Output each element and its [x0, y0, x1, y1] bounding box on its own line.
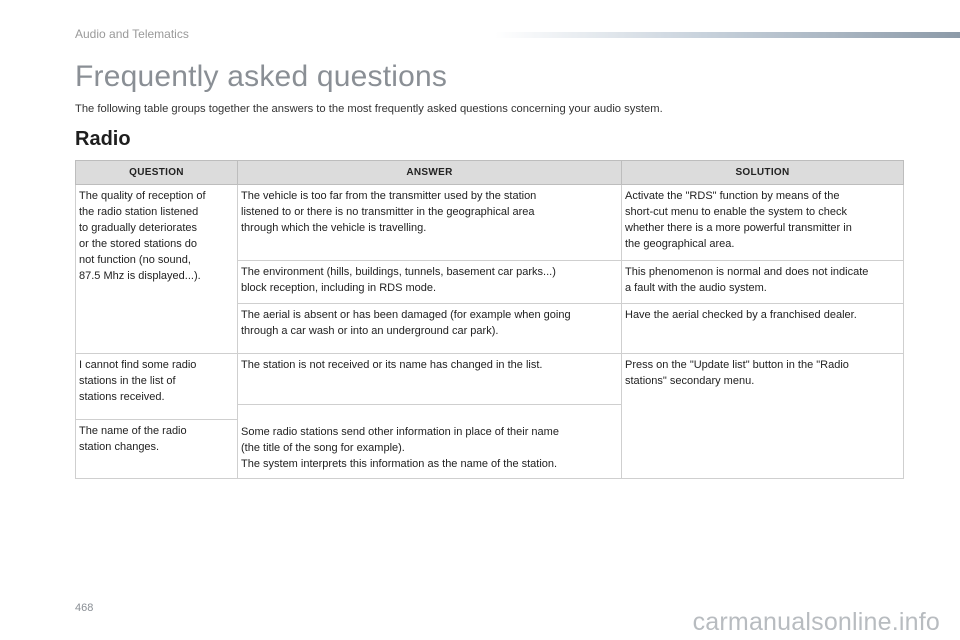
faq-table	[75, 160, 904, 479]
question-cell: I cannot find some radio stations in the list of stations received.	[76, 354, 238, 420]
answer-cell: Some radio stations send other information in place of their name (the title of the song for example). The system interprets this information as the name of the station.	[238, 405, 622, 479]
solution-cell: Press on the "Update list" button in the "Radio stations" secondary menu.	[622, 354, 904, 479]
table-header	[76, 161, 904, 185]
section-title: Radio	[75, 128, 131, 150]
solution-cell: Activate the "RDS" function by means of the short-cut menu to enable the system to check whether there is a more powerful transmitter in the geographical area.	[622, 185, 904, 261]
answer-cell: The environment (hills, buildings, tunnels, basement car parks...) block reception, including in RDS mode.	[238, 261, 622, 304]
question-cell: The quality of reception of the radio station listened to gradually deteriorates or the stored stations do not function (no sound, 87.5 Mhz is displayed...).	[76, 185, 238, 354]
column-header-answer: ANSWER	[238, 161, 622, 185]
table-row	[76, 185, 904, 261]
table-body	[76, 185, 904, 479]
watermark: carmanualsonline.info	[692, 608, 940, 636]
page-title: Frequently asked questions	[75, 60, 448, 93]
column-header-solution: SOLUTION	[622, 161, 904, 185]
question-cell: The name of the radio station changes.	[76, 420, 238, 479]
answer-cell: The station is not received or its name has changed in the list.	[238, 354, 622, 405]
answer-cell: The aerial is absent or has been damaged (for example when going through a car wash or into an underground car park).	[238, 304, 622, 354]
table-row	[76, 354, 904, 405]
header-divider	[495, 32, 960, 38]
column-header-question: QUESTION	[76, 161, 238, 185]
page-number: 468	[75, 602, 94, 614]
answer-cell: The vehicle is too far from the transmitter used by the station listened to or there is no transmitter in the geographical area through which the vehicle is travelling.	[238, 185, 622, 261]
solution-cell: This phenomenon is normal and does not indicate a fault with the audio system.	[622, 261, 904, 304]
intro-text: The following table groups together the answers to the most frequently asked questions concerning your audio system.	[75, 103, 663, 115]
table-header-row	[76, 161, 904, 185]
solution-cell: Have the aerial checked by a franchised dealer.	[622, 304, 904, 354]
section-header-label: Audio and Telematics	[75, 27, 189, 41]
